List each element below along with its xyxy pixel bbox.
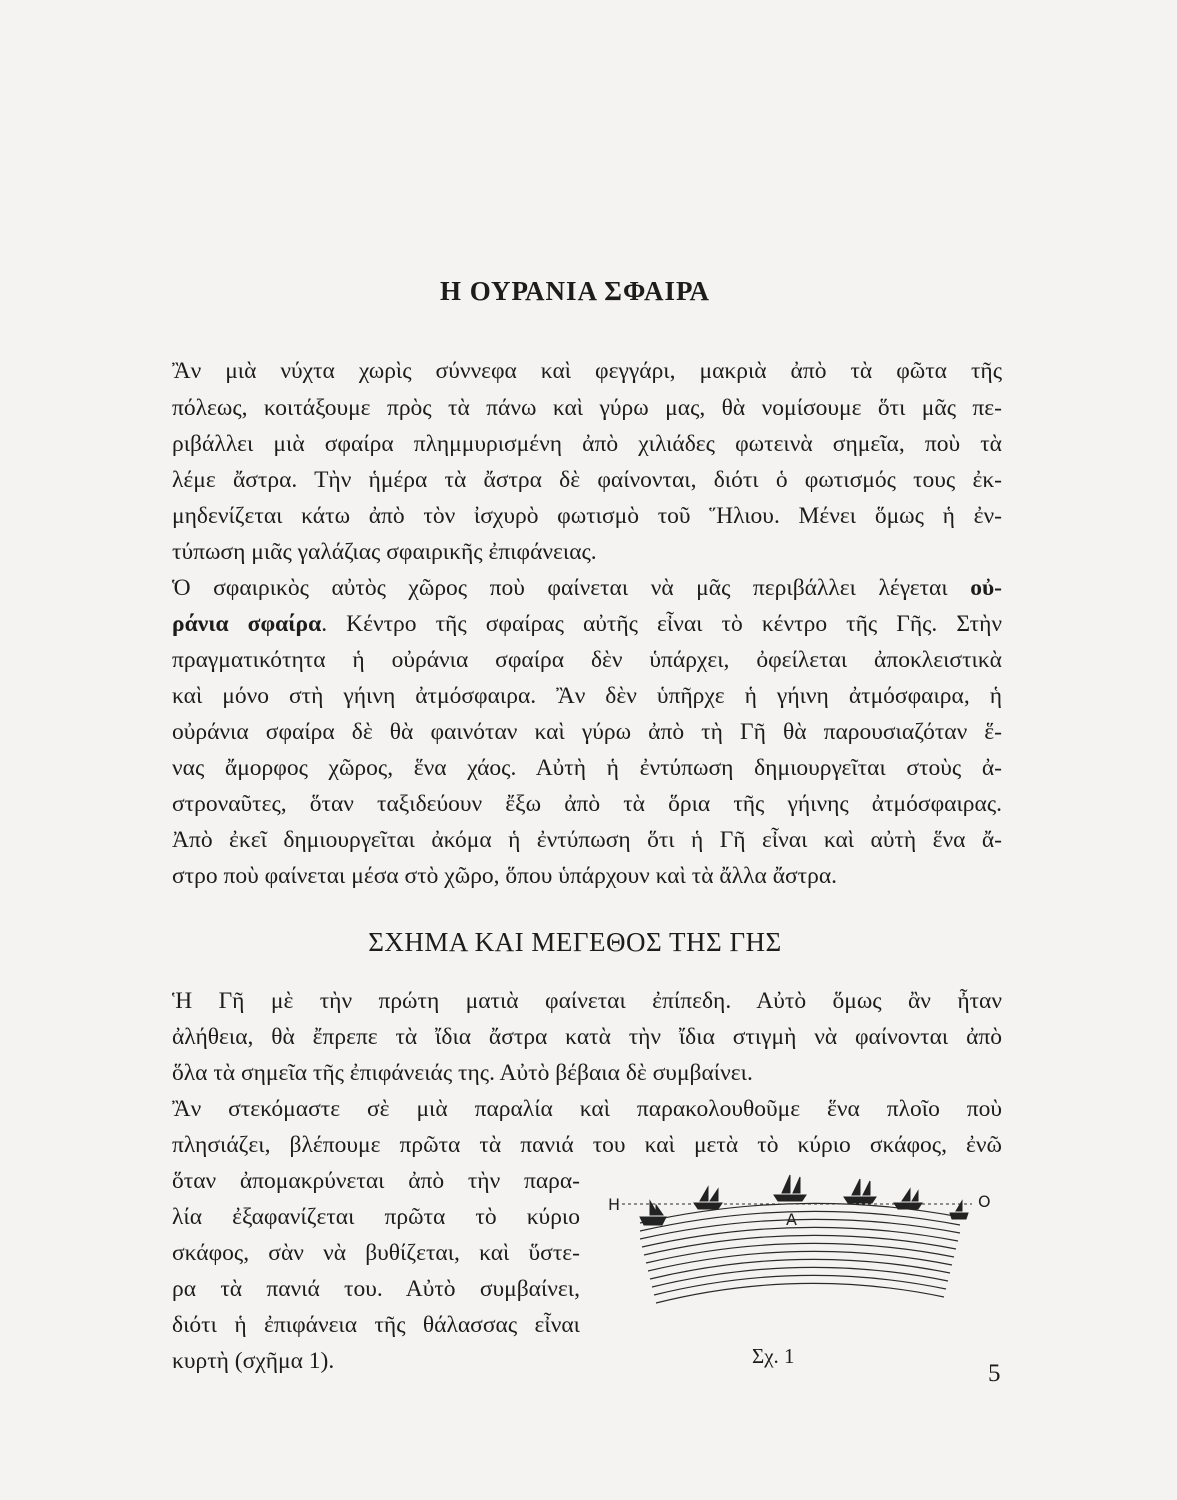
term-bold: ράνια σφαίρα: [172, 611, 322, 637]
paragraph-line: Ἀπὸ ἐκεῖ δημιουργεῖται ἀκόμα ἡ ἐντύπωση ὅτι ἡ Γῆ εἶναι καὶ αὐτὴ ἕνα ἄ-: [172, 827, 1002, 853]
paragraph-line: σκάφος, σὰν νὰ βυθίζεται, καὶ ὕστε-: [172, 1240, 580, 1266]
ship-icon: [774, 1175, 806, 1201]
paragraph-line: πλησιάζει, βλέπουμε πρῶτα τὰ πανιά του καὶ μετὰ τὸ κύριο σκάφος, ἐνῶ: [172, 1132, 1002, 1158]
paragraph-line: ρα τὰ πανιά του. Αὐτὸ συμβαίνει,: [172, 1276, 580, 1302]
paragraph-line: λέμε ἄστρα. Τὴν ἡμέρα τὰ ἄστρα δὲ φαίνονται, διότι ὁ φωτισμός τους ἐκ-: [172, 467, 1002, 493]
ship-icon: [694, 1187, 722, 1209]
paragraph-line: [172, 608, 1002, 641]
paragraph-line: διότι ἡ ἐπιφάνεια τῆς θάλασσας εἶναι: [172, 1312, 580, 1338]
paragraph-line: τύπωση μιᾶς γαλάζιας σφαιρικῆς ἐπιφάνειας.: [172, 539, 597, 565]
text-run: . Κέντρο τῆς σφαίρας αὐτῆς εἶναι τὸ κέντρο τῆς Γῆς. Στὴν: [321, 611, 1002, 637]
ship-icon: [844, 1179, 876, 1203]
paragraph-line: στρο ποὺ φαίνεται μέσα στὸ χῶρο, ὅπου ὑπάρχουν καὶ τὰ ἄλλα ἄστρα.: [172, 863, 838, 889]
paragraph-line: ὅταν ἀπομακρύνεται ἀπὸ τὴν παρα-: [172, 1168, 580, 1194]
paragraph-line: Ἂν μιὰ νύχτα χωρὶς σύννεφα καὶ φεγγάρι, μακριὰ ἀπὸ τὰ φῶτα τῆς: [172, 358, 1002, 384]
figure-caption: Σχ. 1: [752, 1344, 795, 1368]
sea-surface-lines: [640, 1203, 960, 1303]
label-o: O: [978, 1192, 991, 1211]
paragraph-line: πραγματικότητα ἡ οὐράνια σφαίρα δὲν ὑπάρχει, ὀφείλεται ἀποκλειστικὰ: [172, 647, 1002, 673]
paragraph-line: [172, 572, 1002, 605]
paragraph-line: μηδενίζεται κάτω ἀπὸ τὸν ἰσχυρὸ φωτισμὸ τοῦ Ἥλιου. Μένει ὅμως ἡ ἐν-: [172, 503, 1002, 529]
ship-icon: [640, 1201, 666, 1225]
paragraph-line: οὐράνια σφαίρα δὲ θὰ φαινόταν καὶ γύρω ἀπὸ τὴ Γῆ θὰ παρουσιαζόταν ἕ-: [172, 719, 1002, 745]
paragraph-line: Ἡ Γῆ μὲ τὴν πρώτη ματιὰ φαίνεται ἐπίπεδη. Αὐτὸ ὅμως ἂν ἦταν: [172, 988, 1002, 1014]
page-number: 5: [988, 1360, 1001, 1387]
paragraph-line: νας ἄμορφος χῶρος, ἕνα χάος. Αὐτὴ ἡ ἐντύπωση δημιουργεῖται στοὺς ἀ-: [172, 755, 1002, 781]
section-title-celestial-sphere: Η ΟΥΡΑΝΙΑ ΣΦΑΙΡΑ: [439, 276, 711, 306]
paragraph-line: λία ἐξαφανίζεται πρῶτα τὸ κύριο: [172, 1204, 580, 1230]
term-bold: οὐ-: [970, 575, 1002, 601]
label-a: A: [786, 1210, 797, 1229]
text-run: Ὁ σφαιρικὸς αὐτὸς χῶρος ποὺ φαίνεται νὰ μᾶς περιβάλλει λέγεται: [172, 575, 971, 601]
paragraph-line: κυρτὴ (σχῆμα 1).: [172, 1348, 335, 1374]
paragraph-line: πόλεως, κοιτάξουμε πρὸς τὰ πάνω καὶ γύρω μας, θὰ νομίσουμε ὅτι μᾶς πε-: [172, 395, 1002, 421]
label-h: H: [608, 1195, 621, 1214]
ship-icon: [894, 1189, 922, 1209]
paragraph-line: ἀλήθεια, θὰ ἔπρεπε τὰ ἴδια ἄστρα κατὰ τὴν ἴδια στιγμὴ νὰ φαίνονται ἀπὸ: [172, 1024, 1002, 1050]
paragraph-line: Ἂν στεκόμαστε σὲ μιὰ παραλία καὶ παρακολουθοῦμε ἕνα πλοῖο ποὺ: [172, 1096, 1002, 1122]
paragraph-line: ριβάλλει μιὰ σφαίρα πλημμυρισμένη ἀπὸ χιλιάδες φωτεινὰ σημεῖα, ποὺ τὰ: [172, 431, 1002, 457]
paragraph-line: καὶ μόνο στὴ γήινη ἀτμόσφαιρα. Ἂν δὲν ὑπῆρχε ἡ γήινη ἀτμόσφαιρα, ἡ: [172, 683, 1002, 709]
figure-curved-sea-ships: [600, 1165, 1000, 1315]
section-title-earth-shape: ΣΧΗΜΑ ΚΑΙ ΜΕΓΕΘΟΣ ΤΗΣ ΓΗΣ: [368, 927, 782, 957]
paragraph-line: στροναῦτες, ὅταν ταξιδεύουν ἔξω ἀπὸ τὰ ὅρια τῆς γήινης ἀτμόσφαιρας.: [172, 791, 1002, 817]
paragraph-line: ὅλα τὰ σημεῖα τῆς ἐπιφάνειάς της. Αὐτὸ βέβαια δὲ συμβαίνει.: [172, 1060, 753, 1086]
